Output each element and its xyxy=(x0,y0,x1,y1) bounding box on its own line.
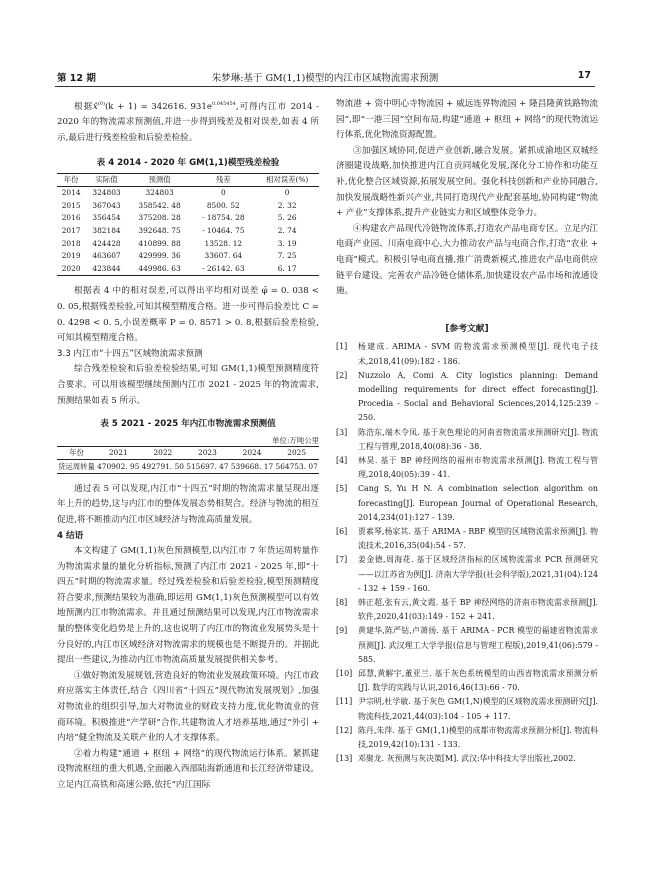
table-cell: 358542. 48 xyxy=(138,200,181,210)
reference-text: 姜金德,周海花. 基于区域经济指标的区域物流需求 PCR 预测研究——以江苏省为例[J]. 济南大学学报(社会科学版),2021,31(04):124 - 132 + 159 - 160. xyxy=(358,555,598,593)
reference-number: [2] xyxy=(336,370,348,380)
paragraph: ①做好物流发展规划,营造良好的物流业发展政策环境。内江市政府应落实主体责任,结合《四川省“十四五”现代物流发展规划》,加强对物流业的组织引导,加大对物流业的财政支持力度,优化物流业的营商环境。积极推进“产学研”合作,共建物流人才培养基地,通过“外引 + 内培”健全物流及关联产业的人才支撑体系。 xyxy=(57,670,319,744)
table-cell: 392648. 75 xyxy=(138,226,181,236)
table-cell: - 10464. 75 xyxy=(202,226,245,236)
table-header-cell: 实际值 xyxy=(85,174,127,187)
table-header-cell: 2023 xyxy=(185,446,230,459)
reference-item xyxy=(336,667,598,695)
left-column xyxy=(57,97,319,794)
running-header xyxy=(55,70,595,87)
section-heading-3-3: 3.3 内江市“十四五”区域物流需求预测 xyxy=(57,348,203,359)
table4 xyxy=(57,173,319,276)
table-header-cell: 年份 xyxy=(57,446,96,459)
table-cell: 515697. 47 xyxy=(186,461,229,471)
paragraph: ④构建农产品现代冷链物流体系,打造农产品电商专区。立足内江电商产业园、川南电商中心,大力推动农产品与电商合作,打造“农业 + 电商”模式。积极引导电商直播,推广消费新模式,推进农产品电商供应链平台建设。完善农产品冷链仓储体系,加快建设农产品市场和流通设施。 xyxy=(336,223,598,297)
table-cell: 463607 xyxy=(92,251,121,261)
reference-text: 尹宗明,杜学敏. 基于灰色 GM(1,N)模型的区域物流需求预测研究[J]. 物流科技,2021,44(03):104 - 105 + 117. xyxy=(358,697,598,721)
reference-item xyxy=(336,426,598,454)
table-cell: 367043 xyxy=(92,200,121,210)
paragraph: 通过表 5 可以发现,内江市“十四五”时期的物流需求量呈现出逐年上升的趋势,这与内江市的整体发展态势相契合。经济与物流的相互促进,将不断推动内江市区域经济与物流高质量发展。 xyxy=(57,483,319,525)
reference-number: [1] xyxy=(336,342,348,352)
reference-text: 贾素琴,杨家其. 基于 ARIMA - RBF 模型的区域物流需求预测[J]. 物流技术,2016,35(04):54 - 57. xyxy=(358,526,598,551)
table5-unit: 单位:万吨公里 xyxy=(272,435,319,445)
table-header-cell: 2021 xyxy=(96,446,141,459)
reference-text: 林昊. 基于 BP 神经网络的福州市物流需求预测[J]. 物流工程与管理,2018,40(05):39 - 41. xyxy=(358,455,598,480)
table-header-cell: 预测值 xyxy=(128,174,192,187)
table-cell: 375208. 28 xyxy=(138,213,181,223)
table-cell: 2019 xyxy=(61,251,81,261)
reference-item xyxy=(336,624,598,667)
reference-number: [4] xyxy=(336,455,348,465)
table-cell: 449986. 63 xyxy=(138,263,181,273)
references-list xyxy=(336,340,598,766)
table-cell: 324803 xyxy=(145,188,174,198)
reference-item xyxy=(336,695,598,723)
table-cell: 429999. 36 xyxy=(138,251,181,261)
table-row xyxy=(57,200,319,213)
reference-number: [8] xyxy=(336,597,348,607)
paragraph: ②着力构建“通道 + 枢纽 + 网络”的现代物流运行体系。紧抓建设物流枢纽的重大机遇,全面融入西部陆海新通道和长江经济带建设。立足内江高铁和高速公路,依托“内江国际 xyxy=(57,748,319,791)
table-cell: 6. 17 xyxy=(277,263,297,273)
reference-text: 陈丹,朱萍. 基于 GM(1,1)模型的成都市物流需求预测分析[J]. 物流科技,2019,42(10):131 - 133. xyxy=(358,725,598,749)
reference-text: 邓聚龙. 灰预测与灰决策[M]. 武汉:华中科技大学出版社,2002. xyxy=(358,754,576,764)
table5-caption: 表 5 2021 - 2025 年内江市物流需求预测值 xyxy=(100,419,276,430)
table-cell: 2015 xyxy=(61,200,81,210)
formula-text: (k + 1) = 342616. 931e xyxy=(104,101,212,112)
table-cell: 0 xyxy=(284,188,290,198)
table-row xyxy=(57,459,319,473)
table-cell: 0 xyxy=(220,188,226,198)
formula-symbol: x̂ xyxy=(93,101,98,112)
reference-number: [6] xyxy=(336,526,348,536)
reference-text: 杨建成. ARIMA - SVM 的物流需求预测模型[J]. 现代电子技术,2018,41(09):182 - 186. xyxy=(358,342,598,366)
table-cell: 492791. 50 xyxy=(141,461,184,471)
table-header-cell: 相对误差(%) xyxy=(255,174,319,187)
table-cell: 3. 19 xyxy=(277,238,297,248)
table-header-cell: 2022 xyxy=(141,446,186,459)
table-header-cell: 残差 xyxy=(191,174,255,187)
exponent: 0.045454 xyxy=(211,101,236,107)
reference-number: [3] xyxy=(336,427,348,437)
reference-number: [12] xyxy=(336,725,353,735)
table-cell: 13528. 12 xyxy=(204,238,243,248)
reference-text: 邱慧,黄解宇,董亚兰. 基于灰色系统模型的山西省物流需求预测分析[J]. 数学的实践与认识,2016,46(13):66 - 70. xyxy=(358,668,598,693)
table-cell: 7. 25 xyxy=(277,251,297,261)
text: 根据 xyxy=(74,101,93,112)
reference-number: [10] xyxy=(336,668,353,678)
reference-number: [11] xyxy=(336,697,353,707)
page-number: 17 xyxy=(577,70,591,81)
table-cell: 539668. 17 xyxy=(230,461,274,471)
table-cell: 5. 26 xyxy=(277,213,297,223)
issue-label: 第 12 期 xyxy=(57,73,96,84)
references-title: [参考文献] xyxy=(445,323,489,334)
table-cell: 8500. 52 xyxy=(206,200,240,210)
table-header-cell: 2024 xyxy=(230,446,275,459)
table-row xyxy=(57,250,319,263)
table-row xyxy=(57,225,319,238)
table-cell: 2018 xyxy=(61,238,81,248)
table-cell: - 18754. 28 xyxy=(202,213,245,223)
reference-item xyxy=(336,454,598,482)
table-cell: 410899. 88 xyxy=(138,238,181,248)
table-cell: 2020 xyxy=(61,263,81,273)
reference-number: [9] xyxy=(336,626,348,636)
running-title: 朱梦琳:基于 GM(1,1)模型的内江市区域物流需求预测 xyxy=(211,73,439,84)
table-header-cell: 2025 xyxy=(274,446,319,459)
table-header-cell: 年份 xyxy=(57,174,85,187)
reference-text: 陈浩东,端木令凤. 基于灰色理论的河南省物流需求预测研究[J]. 物流工程与管理,2018,40(08):36 - 38. xyxy=(358,427,598,451)
table-cell: 2017 xyxy=(61,226,81,236)
paragraph: 本文构建了 GM(1,1)灰色预测模型,以内江市 7 年货运周转量作为物流需求量的量化分析指标,预测了内江市 2021 - 2025 年,即“十四五”时期的物流需求量。经过残差检验和后验差检验,模型预测精度符合要求,预测结果较为准确,即运用 GM(1,1)灰色预测模型可以有效地预测内江市物流需求。并且通过预测结果可以发现,内江市物流需求量的整体变化趋势是上升的,这也说明了内江市的物流业发展势头是十分良好的,内江市区域经济对物流需求的规模也是不断提升的。并据此提出一些建议,为推动内江市物流高质量发展提供相关参考。 xyxy=(57,546,319,666)
reference-text: Cang S, Yu H N. A combination selection algorithm on forecasting[J]. European Journal of Operational Research, 2014,234(01):127 - 139. xyxy=(358,484,598,522)
reference-number: [7] xyxy=(336,555,348,565)
superscript: (0) xyxy=(97,101,105,107)
paragraph: 物流港 + 资中明心寺物流园 + 威远连界物流园 + 隆昌隆黄铁路物流园”,即“一港三园”空间布局,构建“通道 + 枢纽 + 网络”的现代物流运行体系,优化物流资源配置。 xyxy=(336,99,598,141)
table-row xyxy=(57,238,319,251)
reference-item xyxy=(336,482,598,525)
reference-item xyxy=(336,340,598,368)
paragraph: ③加强区域协同,促进产业创新,融合发展。紧抓成渝地区双城经济圈建设战略,加快推进内江自贡同城化发展,深化分工协作和功能互补,优化整合区域资源,拓展发展空间。强化科技创新和产业协同融合,加快发展战略性新兴产业,共同打造现代产业配套基地,协同构建“物流 + 产业”支撑体系,提升产业链实力和区域整体竞争力。 xyxy=(336,145,598,219)
table-cell: 382184 xyxy=(92,226,121,236)
reference-text: Nuzzolo A, Comi A. City logistics planning: Demand modelling requirements for direct effect forecasting[J]. Procedia - Social and Behavioral Sciences,2014,125:239 - 250. xyxy=(358,370,598,423)
table-cell: 564753. 07 xyxy=(275,461,318,471)
paragraph: 综合残差检验和后验差检验结果,可知 GM(1,1)模型预测精度符合要求。可以用该模型继续预测内江市 2021 - 2025 年的物流需求,预测结果如表 5 所示。 xyxy=(57,364,319,406)
text: ,可得内江市 2014 - 2020 年的物流需求预测值,并进一步得到残差及相对误差,如表 4 所示,最后进行残差检验和后验差检验。 xyxy=(57,101,319,144)
reference-number: [13] xyxy=(336,754,353,764)
table-cell: 470902. 95 xyxy=(97,461,140,471)
reference-number: [5] xyxy=(336,484,348,494)
table-cell: 356454 xyxy=(92,213,121,223)
table5 xyxy=(57,446,319,474)
reference-item xyxy=(336,724,598,752)
table-row xyxy=(57,187,319,200)
table-row xyxy=(57,212,319,225)
table-cell: 423844 xyxy=(92,263,121,273)
table4-caption: 表 4 2014 - 2020 年 GM(1,1)模型残差检验 xyxy=(96,157,280,168)
reference-item xyxy=(336,369,598,426)
reference-text: 韩正超,张有云,黄文霞. 基于 BP 神经网络的济南市物流需求预测[J]. 软件,2020,41(03):149 - 152 + 241. xyxy=(358,597,598,622)
table-cell: 33607. 64 xyxy=(204,251,243,261)
reference-item xyxy=(336,525,598,553)
reference-item xyxy=(336,553,598,596)
table-cell: 2. 74 xyxy=(277,226,297,236)
table-cell: 2016 xyxy=(61,213,81,223)
paragraph-formula xyxy=(57,97,319,147)
table-cell: 2. 32 xyxy=(277,200,297,210)
section-heading-4: 4 结语 xyxy=(57,530,84,541)
reference-text: 黄建华,陈严钻,卢萧扬. 基于 ARIMA - PCR 模型的福建省物流需求预测[J]. 武汉理工大学学报(信息与管理工程版),2019,41(06):579 - 585. xyxy=(358,626,598,664)
table-cell: 2014 xyxy=(61,188,81,198)
table-row-label: 货运周转量 xyxy=(57,461,95,471)
reference-item xyxy=(336,596,598,624)
paragraph: 根据表 4 中的相对误差,可以得出平均相对误差 φ̄ = 0. 038 < 0. 05,根据残差检验,可知其模型精度合格。进一步可得后验差比 C = 0. 4298 < 0. 5,小误差概率 P = 0. 8571 > 0. 8,根据后验差检验,可知其模型精度合格。 xyxy=(57,286,319,344)
table-row xyxy=(57,263,319,276)
table-cell: 424428 xyxy=(92,238,121,248)
table-cell: - 26142. 63 xyxy=(202,263,245,273)
right-column xyxy=(336,97,598,766)
table-cell: 324803 xyxy=(92,188,121,198)
reference-item xyxy=(336,752,598,766)
